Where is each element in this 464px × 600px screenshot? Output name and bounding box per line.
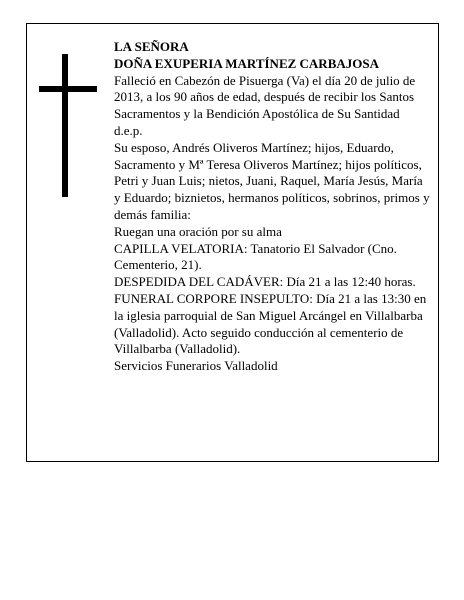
prayer-request: Ruegan una oración por su alma — [114, 223, 282, 239]
notice-heading: LA SEÑORA — [114, 39, 189, 54]
obituary-text — [114, 39, 432, 375]
deceased-name: DOÑA EXUPERIA MARTÍNEZ CARBAJOSA — [114, 55, 379, 71]
family-list: Su esposo, Andrés Oliveros Martínez; hijos, Eduardo, Sacramento y Mª Teresa Oliveros Martínez; hijos políticos, Petri y Juan Luis; nietos, Juani, Raquel, María Jesús, María y Eduardo; biznietos, hermanos políticos, sobrinos, primos y demás familia: — [114, 139, 430, 222]
funeral-info: FUNERAL CORPORE INSEPULTO: Día 21 a las 13:30 en la iglesia parroquial de San Miguel Arcángel en Villalbarba (Valladolid). Acto seguido conducción al cementerio de Villalbarba (Valladolid). — [114, 290, 427, 357]
cross-horizontal-bar — [39, 86, 97, 92]
death-announcement: Falleció en Cabezón de Pisuerga (Va) el día 20 de julio de 2013, a los 90 años de edad, después de recibir los Santos Sacramentos y la Bendición Apostólica de Su Santidad — [114, 72, 416, 122]
funeral-services: Servicios Funerarios Valladolid — [114, 358, 278, 374]
cross-vertical-bar — [62, 54, 68, 197]
chapel-info: CAPILLA VELATORIA: Tanatorio El Salvador (Cno. Cementerio, 21). — [114, 240, 397, 273]
farewell-info: DESPEDIDA DEL CADÁVER: Día 21 a las 12:40 horas. — [114, 274, 416, 290]
dep-abbreviation: d.e.p. — [114, 122, 143, 138]
